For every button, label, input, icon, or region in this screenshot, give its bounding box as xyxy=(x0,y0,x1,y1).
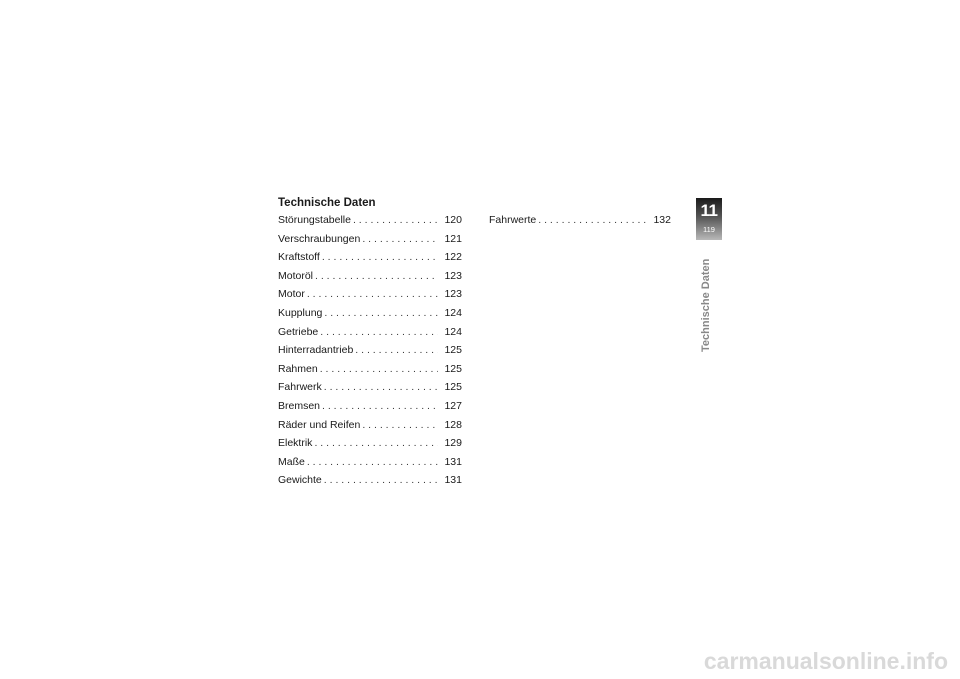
section-title: Technische Daten xyxy=(278,197,376,209)
toc-entry-page: 125 xyxy=(444,381,462,394)
toc-leader-dots xyxy=(307,288,438,300)
toc-entry-label: Hinterradantrieb xyxy=(278,344,354,357)
chapter-number: 11 xyxy=(700,201,718,220)
toc-entry-label: Getriebe xyxy=(278,325,319,338)
chapter-side-label: Technische Daten xyxy=(700,258,712,352)
toc-entry[interactable] xyxy=(278,419,462,438)
toc-entry-label: Räder und Reifen xyxy=(278,418,361,431)
toc-entry-label: Rahmen xyxy=(278,362,318,375)
toc-entry[interactable] xyxy=(278,214,462,233)
toc-leader-dots xyxy=(362,233,438,245)
toc-entry-page: 125 xyxy=(444,362,462,375)
toc-leader-dots xyxy=(324,307,438,319)
toc-entry-label: Bremsen xyxy=(278,399,321,412)
toc-entry[interactable] xyxy=(278,344,462,363)
toc-entry[interactable] xyxy=(278,381,462,400)
toc-entry[interactable] xyxy=(278,251,462,270)
toc-entry-page: 123 xyxy=(444,288,462,301)
toc-entry-page: 131 xyxy=(444,474,462,487)
toc-entry[interactable] xyxy=(278,288,462,307)
watermark: carmanualsonline.info xyxy=(703,648,948,674)
toc-entry[interactable] xyxy=(278,233,462,252)
toc-entry[interactable] xyxy=(278,456,462,475)
toc-entry-label: Maße xyxy=(278,455,305,468)
toc-entry-page: 128 xyxy=(444,418,462,431)
toc-leader-dots xyxy=(362,419,438,431)
toc-entry-label: Kupplung xyxy=(278,306,323,319)
toc-leader-dots xyxy=(315,270,438,282)
toc-entry[interactable] xyxy=(278,270,462,289)
toc-entry-label: Verschraubungen xyxy=(278,232,361,245)
toc-leader-dots xyxy=(324,381,438,393)
toc-entry-page: 122 xyxy=(444,251,462,264)
toc-leader-dots xyxy=(322,251,438,263)
toc-right-column xyxy=(489,214,671,233)
toc-entry-label: Motoröl xyxy=(278,269,314,282)
toc-entry-page: 121 xyxy=(444,232,462,245)
toc-entry[interactable] xyxy=(278,437,462,456)
toc-leader-dots xyxy=(322,400,438,412)
toc-entry-page: 123 xyxy=(444,269,462,282)
toc-entry-page: 125 xyxy=(444,344,462,357)
toc-entry[interactable] xyxy=(278,326,462,345)
toc-entry-page: 132 xyxy=(653,214,671,226)
toc-entry-label: Elektrik xyxy=(278,437,313,450)
toc-entry-page: 120 xyxy=(444,214,462,226)
toc-entry[interactable] xyxy=(489,214,671,233)
toc-entry-page: 131 xyxy=(444,455,462,468)
toc-leader-dots xyxy=(538,214,647,226)
toc-entry[interactable] xyxy=(278,307,462,326)
toc-entry-label: Störungstabelle xyxy=(278,214,351,226)
toc-entry-page: 124 xyxy=(444,325,462,338)
toc-leader-dots xyxy=(324,474,438,486)
toc-leader-dots xyxy=(307,456,438,468)
toc-leader-dots xyxy=(320,326,438,338)
toc-leader-dots xyxy=(314,437,438,449)
toc-leader-dots xyxy=(355,344,438,356)
toc-entry-label: Fahrwerte xyxy=(489,214,537,226)
toc-leader-dots xyxy=(353,214,438,226)
toc-entry[interactable] xyxy=(278,474,462,493)
toc-entry-label: Fahrwerk xyxy=(278,381,322,394)
chapter-tab xyxy=(696,198,722,240)
toc-entry[interactable] xyxy=(278,363,462,382)
toc-entry-label: Kraftstoff xyxy=(278,251,320,264)
toc-left-column xyxy=(278,214,462,493)
toc-entry[interactable] xyxy=(278,400,462,419)
toc-entry-label: Motor xyxy=(278,288,305,301)
toc-leader-dots xyxy=(320,363,438,375)
toc-entry-page: 127 xyxy=(444,399,462,412)
toc-entry-page: 129 xyxy=(444,437,462,450)
toc-entry-page: 124 xyxy=(444,306,462,319)
page-number: 119 xyxy=(703,225,715,234)
toc-entry-label: Gewichte xyxy=(278,474,322,487)
